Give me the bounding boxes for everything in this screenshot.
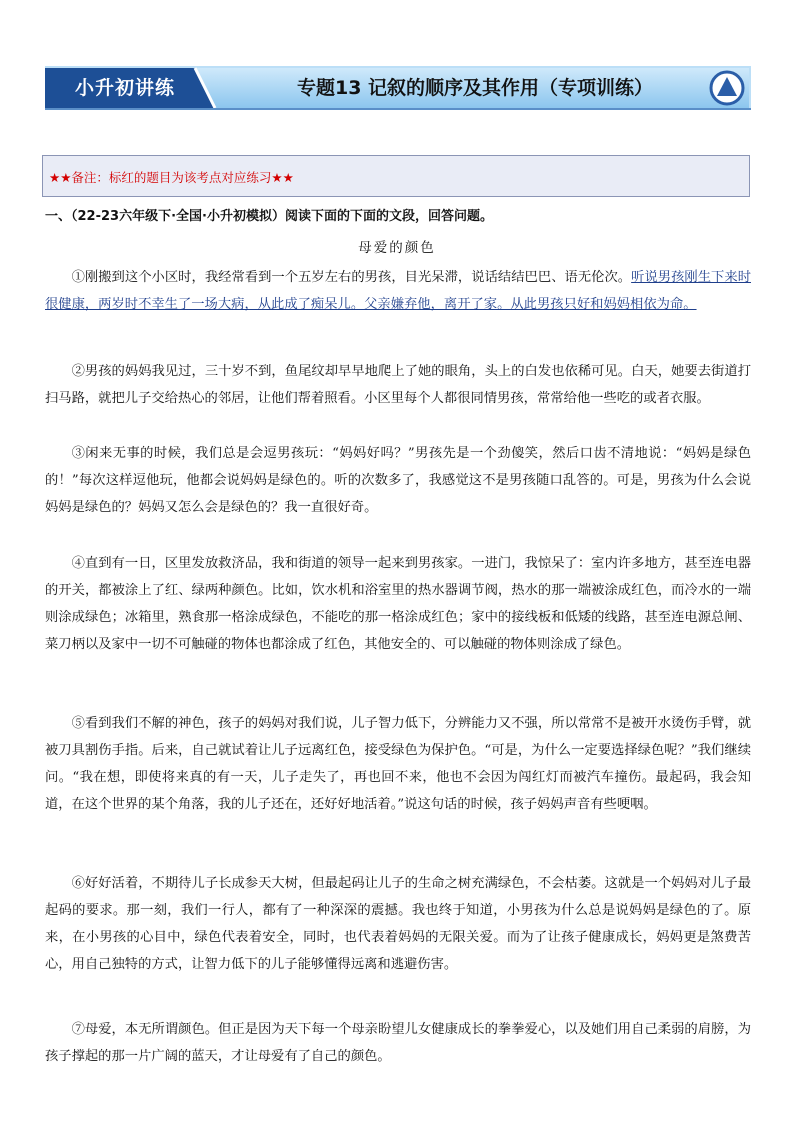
essay-title: 母爱的颜色 xyxy=(358,240,436,256)
paragraph-4: ④直到有一日，区里发放救济品，我和街道的领导一起来到男孩家。一进门，我惊呆了：室内许多地方，甚至连电器的开关，都被涂上了红、绿两种颜色。比如，饮水机和浴室里的热水器调节阀，热水的那一端被涂成红色，而冷水的一端则涂成绿色；冰箱里，熟食那一格涂成绿色，不能吃的那一格涂成红色；家中的接线板和低矮的线路，甚至连电源总闸、菜刀柄以及家中一切不可触碰的物体也都涂成了红色，其他安全的、可以触碰的物体则涂成了绿色。 xyxy=(45,556,751,652)
paragraph-1 xyxy=(45,264,751,318)
paragraph-2: ②男孩的妈妈我见过，三十岁不到，鱼尾纹却早早地爬上了她的眼角，头上的白发也依稀可见。白天，她要去街道打扫马路，就把儿子交给热心的邻居，让他们帮着照看。小区里每个人都很同情男孩，常常给他一些吃的或者衣服。 xyxy=(45,364,751,406)
paragraph-7: ⑦母爱，本无所谓颜色。但正是因为天下每一个母亲盼望儿女健康成长的拳拳爱心，以及她们用自己柔弱的肩膀，为孩子撑起的那一片广阔的蓝天，才让母爱有了自己的颜色。 xyxy=(45,1022,751,1064)
note-text: ★★备注：标红的题目为该考点对应练习★★ xyxy=(49,170,294,185)
paragraph-1-text: ①刚搬到这个小区时，我经常看到一个五岁左右的男孩，目光呆滞，说话结结巴巴、语无伦次。 xyxy=(71,270,632,285)
paragraph-3: ③闲来无事的时候，我们总是会逗男孩玩：“妈妈好吗？”男孩先是一个劲傻笑，然后口齿不清地说：“妈妈是绿色的！”每次这样逗他玩，他都会说妈妈是绿色的。听的次数多了，我感觉这不是男孩随口乱答的。可是，男孩为什么会说妈妈是绿色的？妈妈又怎么会是绿色的？我一直很好奇。 xyxy=(45,446,751,515)
page-title: 专题13 记叙的顺序及其作用（专项训练） xyxy=(296,77,654,99)
paragraph-5: ⑤看到我们不解的神色，孩子的妈妈对我们说，儿子智力低下，分辨能力又不强，所以常常不是被开水烫伤手臂，就被刀具割伤手指。后来，自己就试着让儿子远离红色，接受绿色为保护色。“可是，为什么一定要选择绿色呢？”我们继续问。“我在想，即使将来真的有一天，儿子走失了，再也回不来，他也不会因为闯红灯而被汽车撞伤。最起码，我会知道，在这个世界的某个角落，我的儿子还在，还好好地活着。”说这句话的时候，孩子妈妈声音有些哽咽。 xyxy=(45,716,751,812)
paragraph-6: ⑥好好活着，不期待儿子长成参天大树，但最起码让儿子的生命之树充满绿色，不会枯萎。这就是一个妈妈对儿子最起码的要求。那一刻，我们一行人，都有了一种深深的震撼。我也终于知道，小男孩为什么总是说妈妈是绿色的了。原来，在小男孩的心目中，绿色代表着安全，同时，也代表着妈妈的无限关爱。而为了让孩子健康成长，妈妈更是煞费苦心，用自己独特的方式，让智力低下的儿子能够懂得远离和逃避伤害。 xyxy=(45,876,751,972)
header-banner xyxy=(45,66,751,110)
banner-section-label: 小升初讲练 xyxy=(74,77,175,99)
triangle-logo-icon xyxy=(709,70,745,106)
note-box xyxy=(42,155,750,197)
paragraph-1-underlined: 听说男孩刚生下来时很健康，两岁时不幸生了一场大病，从此成了痴呆儿。父亲嫌弃他，离开了家。从此男孩只好和妈妈相依为命。 xyxy=(45,270,751,312)
question-heading: 一、（22-23六年级下·全国·小升初模拟）阅读下面的下面的文段，回答问题。 xyxy=(45,209,493,224)
